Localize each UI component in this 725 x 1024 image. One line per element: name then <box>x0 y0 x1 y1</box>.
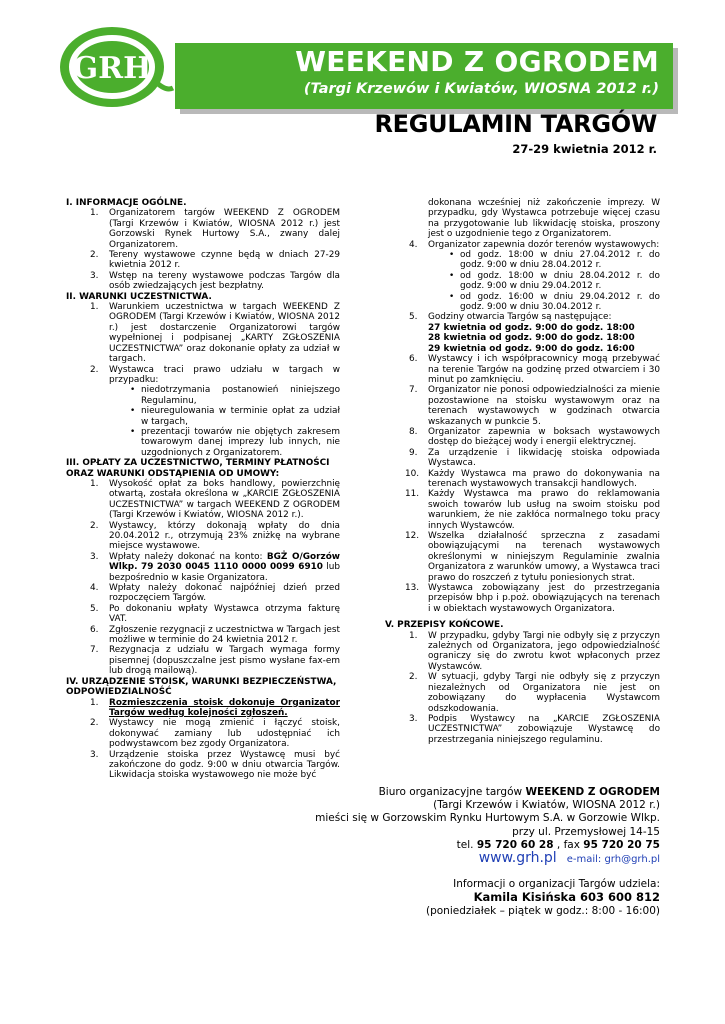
contact-person: Kamila Kisińska 603 600 812 <box>473 890 660 905</box>
event-title: WEEKEND Z OGRODEM <box>295 45 659 78</box>
list-item: 2. Tereny wystawowe czynne będą w dniach 27-29 kwietnia 2012 r. <box>90 250 340 271</box>
list-item: 2. Wystawcy nie mogą zmienić i łączyć stoisk, dokonywać zamiany lub udostępniać ich podwystawcom bez zgody Organizatora. <box>90 718 340 750</box>
list-item: 6. Zgłoszenie rezygnacji z uczestnictwa w Targach jest możliwe w terminie do 24 kwietnia 2012 r. <box>90 624 340 646</box>
bullet-item: • od godz. 16:00 w dniu 29.04.2012 r. do godz. 9:00 w dniu 30.04.2012 r. <box>385 292 660 313</box>
list-item: 8. Organizator zapewnia w boksach wystawowych dostęp do bieżącej wody i energii elektrycznej. <box>409 426 660 448</box>
web-line <box>315 852 660 866</box>
event-subtitle: (Targi Krzewów i Kwiatów, WIOSNA 2012 r.) <box>303 81 659 97</box>
bullet-item: • nieuregulowania w terminie opłat za udział w targach, <box>66 406 340 427</box>
list-item: 5. Godziny otwarcia Targów są następujące: <box>409 312 612 323</box>
list-item: 12. Wszelka działalność sprzeczna z zasadami obowiązującymi na terenach wystawowych określonymi w niniejszym Regulaminie zwalnia Organizatora z warunków umowy, a Wystawca traci prawo do roszczeń z tytułu poniesionych strat. <box>405 531 660 583</box>
list-item-continuation: dokonana wcześniej niż zakończenie imprezy. W przypadku, gdy Wystawca potrzebuje więcej czasu na przygotowanie lub likwidację stoiska, proszony jest o uzgodnienie tego z Organizatorem. <box>428 198 660 240</box>
contact-block <box>315 786 660 918</box>
street-line: przy ul. Przemysłowej 14-15 <box>512 825 660 838</box>
grh-logo <box>57 24 175 110</box>
section-heading: III. OPŁATY ZA UCZESTNICTWO, TERMINY PŁATNOŚCI ORAZ WARUNKI ODSTĄPIENIA OD UMOWY: <box>66 458 330 479</box>
email-link[interactable]: e-mail: grh@grh.pl <box>566 854 660 866</box>
list-item: 7. Organizator nie ponosi odpowiedzialności za mienie pozostawione na stoisku wystawowym oraz na terenach wystawowych w godzinach otwarcia wskazanych w punkcie 5. <box>409 385 660 427</box>
info-line: Informacji o organizacji Targów udziela: <box>453 878 660 891</box>
list-item: 1. Warunkiem uczestnictwa w targach WEEKEND Z OGRODEM (Targi Krzewów i Kwiatów, WIOSNA 2012 r.) jest dostarczenie Organizatorowi targów wypełnionej i podpisanej „KARTY ZGŁOSZENIA UCZESTNICTWA” oraz dokonanie opłaty za udział w targach. <box>90 302 340 365</box>
office-hours: (poniedziałek – piątek w godz.: 8:00 - 16:00) <box>425 904 660 917</box>
opening-hours-line: 29 kwietnia od godz. 9:00 do godz. 16:00 <box>428 343 635 354</box>
section-heading: IV. URZĄDZENIE STOISK, WARUNKI BEZPIECZEŃSTWA, ODPOWIEDZIALNOŚĆ <box>66 676 337 698</box>
list-item: 10. Każdy Wystawca ma prawo do dokonywania na terenach wystawowych transakcji handlowych. <box>405 468 660 489</box>
title-banner <box>175 43 673 109</box>
list-item: 4. Wpłaty należy dokonać najpóźniej dzień przed rozpoczęciem Targów. <box>90 583 340 604</box>
section-heading: V. PRZEPISY KOŃCOWE. <box>385 620 504 631</box>
list-item: 1. Wysokość opłat za boks handlowy, powierzchnię otwartą, została określona w „KARCIE ZGŁOSZENIA UCZESTNICTWA” w targach WEEKEND Z OGRODEM (Targi Krzewów i Kwiatów, WIOSNA 2012 r.). <box>90 478 340 521</box>
list-item: 7. Rezygnacja z udziału w Targach wymaga formy pisemnej (dopuszczalne jest pismo wysłane fax-em lub drogą mailową). <box>90 645 340 677</box>
logo-letters: GRH <box>72 51 152 86</box>
section-heading: I. INFORMACJE OGÓLNE. <box>66 198 187 208</box>
bullet-item: • niedotrzymania postanowień niniejszego Regulaminu, <box>66 385 340 406</box>
list-item: 4. Organizator zapewnia dozór terenów wystawowych: <box>409 239 660 250</box>
document-date: 27-29 kwietnia 2012 r. <box>512 142 657 156</box>
website-link[interactable]: www.grh.pl <box>478 850 557 867</box>
list-item: 3. Podpis Wystawcy na „KARCIE ZGŁOSZENIA UCZESTNICTWA” zobowiązuje Wystawcę do przestrzegania niniejszego regulaminu. <box>409 713 660 745</box>
list-item: 1. W przypadku, gdyby Targi nie odbyły się z przyczyn zależnych od Organizatora, jego odpowiedzialność ograniczy się do zwrotu kwot wpłaconych przez Wystawców. <box>409 630 660 672</box>
right-column <box>385 198 660 745</box>
list-item: 6. Wystawcy i ich współpracownicy mogą przebywać na terenie Targów na godzinę przed otwarciem i 30 minut po zamknięciu. <box>409 354 660 385</box>
list-item: 1. Organizatorem targów WEEKEND Z OGRODEM (Targi Krzewów i Kwiatów, WIOSNA 2012 r.) jest Gorzowski Rynek Hurtowy S.A., zwany dalej Organizatorem. <box>90 208 340 250</box>
list-item: 11. Każdy Wystawca ma prawo do reklamowania swoich towarów lub usług na swoim stoisku pod warunkiem, że nie zakłóca normalnego toku pracy innych Wystawców. <box>405 489 660 531</box>
bullet-item: • od godz. 18:00 w dniu 27.04.2012 r. do godz. 9:00 w dniu 28.04.2012 r. <box>385 250 660 271</box>
bullet-item: • prezentacji towarów nie objętych zakresem towarowym danej imprezy lub innych, nie uzgodnionych z Organizatorem. <box>66 427 340 458</box>
opening-hours-line: 27 kwietnia od godz. 9:00 do godz. 18:00 <box>428 322 635 333</box>
list-item: 3. Urządzenie stoiska przez Wystawcę musi być zakończone do godz. 9:00 w dniu otwarcia Targów. Likwidacja stoiska wystawowego nie może być <box>90 749 340 781</box>
left-column <box>66 198 340 781</box>
list-item: 9. Za urządzenie i likwidację stoiska odpowiada Wystawca. <box>409 447 660 469</box>
office-line: Biuro organizacyjne targów WEEKEND Z OGRODEM <box>378 786 660 798</box>
list-item: 3. Wstęp na tereny wystawowe podczas Targów dla osób zwiedzających jest bezpłatny. <box>90 270 340 292</box>
section-heading: II. WARUNKI UCZESTNICTWA. <box>66 291 212 302</box>
address-line: mieści się w Gorzowskim Rynku Hurtowym S.A. w Gorzowie Wlkp. <box>315 812 660 825</box>
list-item: 1. Rozmieszczenia stoisk dokonuje Organizator Targów według kolejności zgłoszeń. <box>90 697 340 718</box>
list-item: 5. Po dokonaniu wpłaty Wystawca otrzyma fakturę VAT. <box>90 603 340 625</box>
list-item: 2. Wystawca traci prawo udziału w targach w przypadku: <box>90 364 340 385</box>
document-title: REGULAMIN TARGÓW <box>374 110 657 138</box>
event-subtitle-line: (Targi Krzewów i Kwiatów, WIOSNA 2012 r.) <box>433 799 660 812</box>
bank-account: BGŻ O/Gorzów Wlkp. 79 2030 0045 1110 0000 0099 6910 <box>109 551 340 573</box>
phone-line: tel. 95 720 60 28 , fax 95 720 20 75 <box>456 838 660 851</box>
list-item: 2. W sytuacji, gdyby Targi nie odbyły się z przyczyn niezależnych od Organizatora nie jest on zobowiązany do wypłacenia Wystawcom odszkodowania. <box>409 672 660 714</box>
opening-hours-line: 28 kwietnia od godz. 9:00 do godz. 18:00 <box>428 333 635 344</box>
list-item: 3. Wpłaty należy dokonać na konto: BGŻ O/Gorzów Wlkp. 79 2030 0045 1110 0000 0099 6910 lub bezpośrednio w kasie Organizatora. <box>90 551 340 583</box>
list-item: 2. Wystawcy, którzy dokonają wpłaty do dnia 20.04.2012 r., otrzymują 23% zniżkę na wybrane miejsce wystawowe. <box>90 520 340 552</box>
list-item: 13. Wystawca zobowiązany jest do przestrzegania przepisów bhp i p.poż. obowiązujących na terenach i w obiektach wystawowych Organizatora. <box>405 583 660 614</box>
bullet-item: • od godz. 18:00 w dniu 28.04.2012 r. do godz. 9:00 w dniu 29.04.2012 r. <box>385 271 660 292</box>
